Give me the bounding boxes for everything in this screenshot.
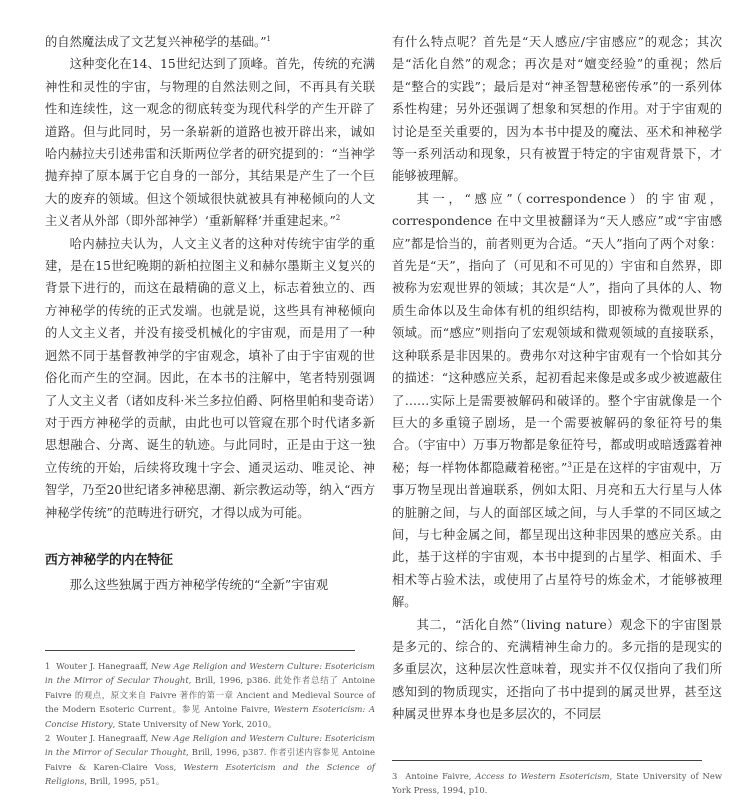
left-paragraph-continuation — [45, 31, 375, 53]
footnote-1-details: , Brill, 1996, p386. 此处作者总结了 Antoine Faivre 的观点，原文来自 Faivre 著作的第一章 Ancient and Medieval Source of the Modern Esoteric Current。参见 Antoine Faivre, — [45, 675, 375, 715]
footnote-divider-right — [392, 760, 702, 761]
right-column — [392, 0, 722, 796]
footnote-ref-2[interactable]: 2 — [335, 214, 341, 223]
footnote-2-author: Wouter J. Hanegraaff, — [56, 733, 152, 744]
footnote-3-number: 3 — [392, 771, 398, 781]
footnote-1-number: 1 — [45, 661, 51, 671]
right-paragraph-2-text-a: 其一，“感应”（correspondence）的宇宙观，correspondence 在中文里被翻译为“天人感应”或“宇宙感应”都是恰当的，前者则更为合适。“天人”指向了两个对象：首先是“天”，指向了（可见和不可见的）宇宙和自然界，即被称为宏观世界的领域；其次是“人”，指向了具体的人、物质生命体以及生命体有机的组织结构，即被称为微观世界的领域。而“感应”则指向了宏观领域和微观领域的直接联系，这种联系是非因果的。费弗尔对这种宇宙观有一个恰如其分的描述：“这种感应关系，起初看起来像是或多或少被遮蔽住了……实际上是需要被解码和破译的。整个宇宙就像是一个巨大的多重镜子剧场，是一个需要被解码的象征符号的集合。（宇宙中）万事万物都是象征符号，都或明或暗透露着神秘；每一样物体都隐藏着秘密。” — [392, 191, 722, 475]
right-paragraph-3: 其二，“活化自然”（living nature）观念下的宇宙图景是多元的、综合的、充满精神生命力的。多元指的是现实的多重层次，这种层次性意味着，现实并不仅仅指向了我们所感知到的物质现实，还指向了书中提到的属灵世界，甚至这种属灵世界本身也是多层次的，不同层 — [392, 617, 722, 722]
footnote-ref-1[interactable]: 1 — [266, 34, 271, 43]
footnote-1 — [45, 659, 375, 731]
footnote-3-title: Access to Western Esotericism — [475, 771, 610, 781]
footnote-2-number: 2 — [45, 733, 51, 744]
left-footnotes — [45, 650, 375, 789]
left-paragraph-4: 那么这些独属于西方神秘学传统的“全新”宇宙观 — [69, 577, 329, 592]
left-column — [45, 0, 376, 787]
left-paragraph-continuation-text: 的自然魔法成了文艺复兴神秘学的基础。” — [45, 35, 267, 49]
footnote-2-details: , Brill, 1996, p387. 作者引述内容参见 Antoine Faivre & Karen-Claire Voss, — [45, 747, 375, 772]
footnote-1-title-2: Western Esotericism: A Concise History — [45, 704, 375, 729]
footnote-2 — [45, 731, 375, 789]
right-footnotes — [392, 760, 722, 798]
section-title: 西方神秘学的内在特征 — [45, 552, 173, 568]
footnote-2-details-2: , Brill, 1995, p51。 — [84, 776, 165, 787]
footnote-1-title: New Age Religion and Western Culture: Esotericism in the Mirror of Secular Thought — [45, 661, 375, 686]
right-paragraph-2 — [392, 188, 722, 614]
footnote-3 — [392, 769, 722, 798]
footnote-3-details: , State University of New York Press, 1994, p10. — [392, 771, 722, 796]
footnote-1-author: Wouter J. Hanegraaff, — [56, 661, 152, 671]
left-paragraph-2-text: 这种变化在14、15世纪达到了顶峰。首先，传统的充满神性和灵性的宇宙，与物理的自然法则之间，不再具有关联性和连续性，这一观念的彻底转变为现代科学的产生开辟了道路。但与此同时，另一条崭新的道路也被开辟出来，诚如哈内赫拉夫引述弗雷和沃斯两位学者的研究提到的：“当神学抛弃掉了原本属于它自身的一部分，其结果是产生了一个巨大的废弃的领域。但这个领域很快就被具有神秘倾向的人文主义者从外部（即外部神学）‘重新解释’并重建起来。” — [45, 57, 375, 229]
footnote-divider — [45, 650, 355, 651]
footnote-2-title-2: Western Esotericism and the Science of Religions — [45, 761, 376, 787]
right-paragraph-1: 有什么特点呢？首先是“天人感应/宇宙感应”的观念；其次是“活化自然”的观念；再次是对“嬗变经验”的重视；然后是“整合的实践”；最后是对“神圣智慧秘密传承”的一系列体系性构建；另外还强调了想象和冥想的作用。对于宇宙观的讨论是至关重要的，因为本书中提及的魔法、巫术和神秘学等一系列活动和现象，只有被置于特定的宇宙观背景下，才能够被理解。 — [392, 35, 722, 184]
left-paragraph-2 — [45, 53, 375, 232]
left-paragraph-3: 哈内赫拉夫认为，人文主义者的这种对传统宇宙学的重建，是在15世纪晚期的新柏拉图主义和赫尔墨斯主义复兴的背景下进行的，而这在最精确的意义上，标志着独立的、西方神秘学的传统的正式发端。也就是说，这些具有神秘倾向的人文主义者，并没有接受机械化的宇宙观，而是用了一种迥然不同于基督教神学的宇宙观念，填补了由于宇宙观的世俗化而产生的空洞。因此，在本书的注解中，笔者特别强调了人文主义者（诸如皮科·米兰多拉伯爵、阿格里帕和斐奇诺）对于西方神秘学的贡献，由此也可以管窥在那个时代诸多新思想融合、分离、诞生的轨迹。与此同时，正是由于这一独立传统的开始，后续将玫瑰十字会、通灵运动、唯灵论、神智学，乃至20世纪诸多神秘思潮、新宗教运动等，纳入“西方神秘学传统”的范畴进行研究，才得以成为可能。 — [45, 236, 375, 520]
right-paragraph-2-text-b: 正是在这样的宇宙观中，万事万物呈现出普遍联系，例如太阳、月亮和五大行星与人体的脏腑之间，与人的面部区域之间，与人手掌的不同区域之间，与七种金属之间，都呈现出这种非因果的感应关系。由此，基于这样的宇宙观，本书中提到的占星学、相面术、手相术等占验术法，或使用了占星符号的炼金术，才能够被理解。 — [392, 460, 722, 610]
footnote-3-author: Antoine Faivre, — [405, 771, 476, 781]
footnote-1-details-2: , State University of New York, 2010。 — [112, 718, 277, 729]
footnote-2-title: New Age Religion and Western Culture: Esotericism in the Mirror of Secular Thought — [45, 733, 375, 758]
footnote-ref-3[interactable]: 3 — [567, 460, 572, 469]
